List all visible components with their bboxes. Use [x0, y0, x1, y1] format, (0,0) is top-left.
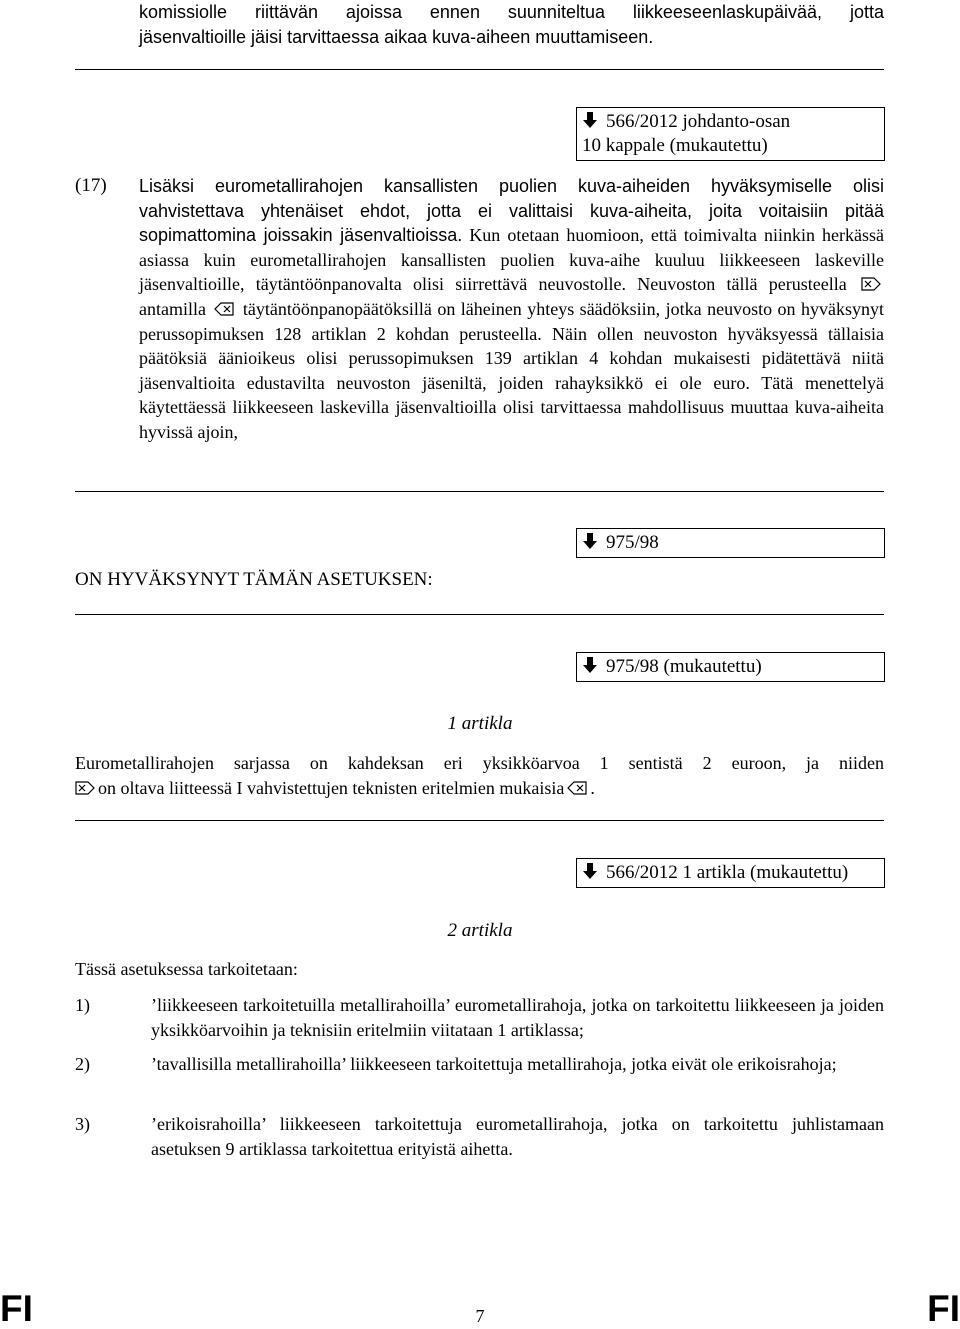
- footer-language-code-right: FI: [927, 1288, 960, 1329]
- article-1-line-1: Eurometallirahojen sarjassa on kahdeksan eri yksikköarvoa 1 sentistä 2 euroon, ja niiden: [75, 753, 884, 773]
- article-1-title: 1 artikla: [447, 713, 513, 734]
- top-paragraph: [139, 0, 884, 49]
- amendment-reference-box: [576, 528, 885, 558]
- down-arrow-icon: [582, 862, 598, 880]
- amendment-reference-box: [576, 858, 885, 888]
- amendment-label: 975/98 (mukautettu): [606, 656, 762, 677]
- down-arrow-icon: [582, 111, 598, 129]
- insertion-start-icon: [861, 277, 881, 291]
- amendment-label-line-2: 10 kappale (mukautettu): [582, 135, 768, 156]
- amendment-label: 975/98: [606, 532, 659, 553]
- insertion-end-icon: [214, 302, 234, 316]
- insertion-end-icon: [567, 781, 587, 795]
- top-paragraph-line-1: komissiolle riittävän ajoissa ennen suunniteltua liikkeeseenlaskupäivää, jotta: [139, 2, 884, 22]
- amendment-reference-box: [576, 107, 885, 161]
- insertion-start-icon: [75, 781, 95, 795]
- list-item-text: ’tavallisilla metallirahoilla’ liikkeeseen tarkoitettuja metallirahoja, jotka eivät ole erikoisrahoja;: [151, 1054, 837, 1074]
- section-divider: [75, 491, 884, 492]
- list-item-text: ’erikoisrahoilla’ liikkeeseen tarkoitettuja eurometallirahoja, jotka on tarkoitettu juhlistamaan asetuksen 9 artiklassa tarkoitettua erityistä aihetta.: [151, 1114, 884, 1159]
- article-2-intro: Tässä asetuksessa tarkoitetaan:: [75, 959, 298, 979]
- article-1-text: [75, 751, 884, 800]
- list-item-number: 3): [75, 1114, 90, 1134]
- recital-text-part-d: täytäntöönpanopäätöksillä on läheinen yhteys säädöksiin, jotka neuvosto on hyväksynyt perussopimuksen 128 artiklan 2 kohdan perusteella. Näin ollen neuvoston hyväksyessä tällaisia päätöksiä äänioikeus olisi perussopimuksen 139 artiklan 4 kohdan mukaisesti pidätettävä niitä jäsenvaltioita edustavilta neuvoston jäseniltä, joiden rahayksikkö ei ole euro. Tätä menettelyä käytettäessä liikkeeseen laskevilla jäsenvaltioilla olisi tarvittaessa mahdollisuus muuttaa kuva-aiheita hyvissä ajoin,: [139, 298, 885, 442]
- amendment-label: 566/2012 1 artikla (mukautettu): [606, 862, 849, 883]
- amendment-label: 566/2012 johdanto-osan: [606, 111, 791, 132]
- recital-text-part-b: Kun otetaan huomioon, että toimivalta niinkin herkässä asiassa kuin eurometallirahojen kansallisten puolien kuva-aihe kuuluu liikkeeseen laskeville jäsenvaltioille, täytäntöönpanovalta olisi siirrettävä neuvostolle. Neuvoston tällä perusteella: [139, 225, 884, 295]
- top-paragraph-line-2: jäsenvaltioille jäisi tarvittaessa aikaa kuva-aiheen muuttamiseen.: [139, 26, 654, 47]
- article-1-text-part-c: .: [590, 777, 595, 798]
- list-item-text: ’liikkeeseen tarkoitetuilla metallirahoilla’ eurometallirahoja, jotka on tarkoitettu liikkeeseen ja joiden yksikköarvoihin ja teknisiin eritelmiin viitataan 1 artiklassa;: [151, 995, 884, 1040]
- page-number: 7: [475, 1306, 485, 1326]
- footer-language-code-left: FI: [0, 1288, 33, 1329]
- article-1-line-2: [75, 776, 884, 801]
- recital-text-part-a: Lisäksi eurometallirahojen kansallisten puolien kuva-aiheiden hyväksymiselle olisi vahvistettava yhtenäiset ehdot, jotta ei valittaisi kuva-aiheita, joita voitaisiin pitää sopimattomina joissakin jäsenvaltioissa.: [139, 176, 884, 246]
- section-divider: [75, 614, 884, 615]
- recital-paragraph: [139, 174, 884, 445]
- article-2-title: 2 artikla: [447, 920, 513, 941]
- list-item-number: 2): [75, 1054, 90, 1074]
- section-divider: [75, 820, 884, 821]
- down-arrow-icon: [582, 656, 598, 674]
- amendment-reference-box: [576, 652, 885, 682]
- section-divider: [75, 69, 884, 70]
- adoption-heading: ON HYVÄKSYNYT TÄMÄN ASETUKSEN:: [75, 569, 433, 590]
- article-1-text-part-b: on oltava liitteessä I vahvistettujen teknisten eritelmien mukaisia: [98, 777, 565, 798]
- list-item-number: 1): [75, 995, 90, 1015]
- down-arrow-icon: [582, 532, 598, 550]
- recital-number: (17): [75, 175, 107, 196]
- recital-text-part-c: antamilla: [139, 298, 206, 319]
